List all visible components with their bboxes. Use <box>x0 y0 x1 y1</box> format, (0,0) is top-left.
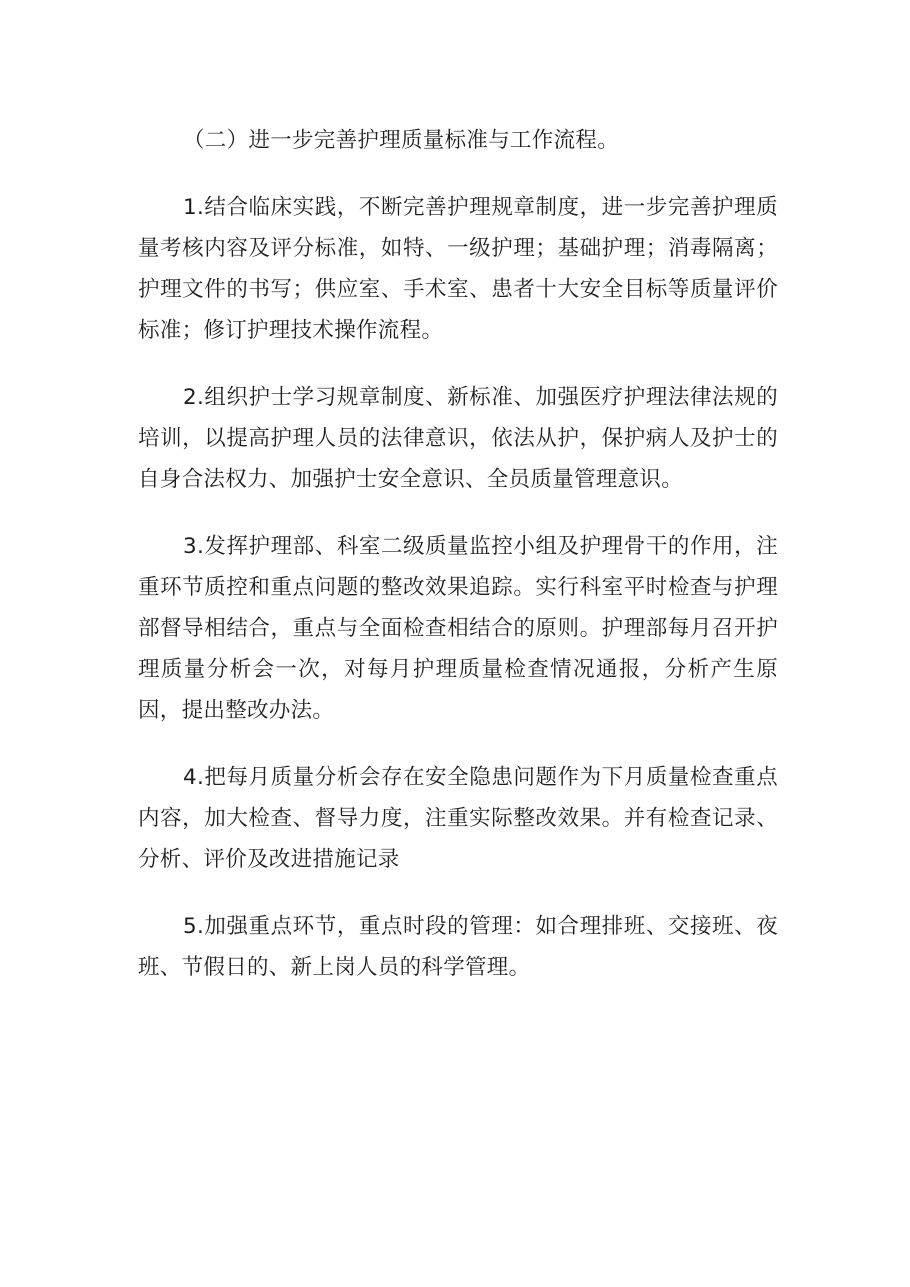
section-heading: （二）进一步完善护理质量标准与工作流程。 <box>183 128 620 153</box>
document-body <box>138 120 778 1014</box>
paragraph-4: 4.把每月质量分析会存在安全隐患问题作为下月质量检查重点内容，加大检查、督导力度，注重实际整改效果。并有检查记录、分析、评价及改进措施记录 <box>138 765 778 872</box>
paragraph-5: 5.加强重点环节，重点时段的管理：如合理排班、交接班、夜班、节假日的、新上岗人员的科学管理。 <box>138 914 778 980</box>
paragraph-3: 3.发挥护理部、科室二级质量监控小组及护理骨干的作用，注重环节质控和重点问题的整改效果追踪。实行科室平时检查与护理部督导相结合，重点与全面检查相结合的原则。护理部每月召开护理质量分析会一次，对每月护理质量检查情况通报，分析产生原因，提出整改办法。 <box>138 534 778 723</box>
paragraph-1: 1.结合临床实践，不断完善护理规章制度，进一步完善护理质量考核内容及评分标准，如特、一级护理；基础护理；消毒隔离；护理文件的书写；供应室、手术室、患者十大安全目标等质量评价标准；修订护理技术操作流程。 <box>138 195 778 343</box>
paragraph-2: 2.组织护士学习规章制度、新标准、加强医疗护理法律法规的培训，以提高护理人员的法律意识，依法从护，保护病人及护士的自身合法权力、加强护士安全意识、全员质量管理意识。 <box>138 385 778 492</box>
